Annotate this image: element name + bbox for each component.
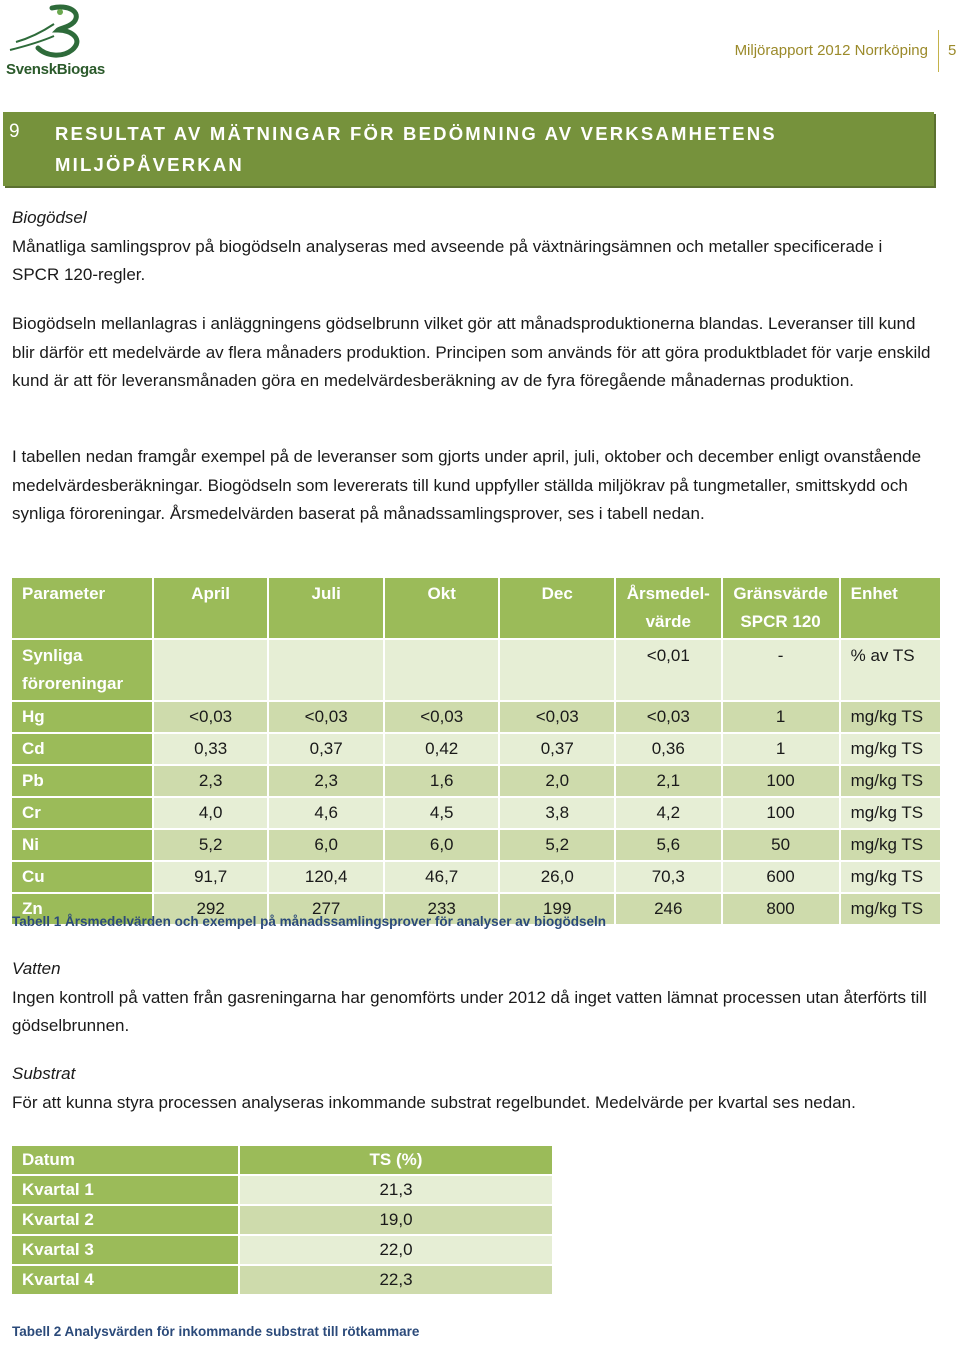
row-header-cell: Ni: [12, 830, 154, 862]
table-cell: 2,1: [616, 766, 723, 798]
table-row: [12, 1206, 554, 1236]
table-cell: 120,4: [269, 862, 385, 894]
row-header-cell: Kvartal 3: [12, 1236, 240, 1266]
table-cell: 100: [723, 766, 841, 798]
table-cell: -: [723, 640, 841, 702]
table-cell: 4,0: [154, 798, 270, 830]
table-cell: <0,03: [500, 702, 616, 734]
table-cell: 50: [723, 830, 841, 862]
table-cell: 246: [616, 894, 723, 926]
table-cell: [385, 640, 501, 702]
biogodsel-paragraph-1: Månatliga samlingsprov på biogödseln analyseras med avseende på växtnäringsämnen och metaller specificerade i SPCR 120-regler.: [12, 236, 883, 285]
column-header: Årsmedel- värde: [616, 578, 723, 640]
column-header: Parameter: [12, 578, 154, 640]
vatten-block: [12, 955, 932, 1041]
table-cell: <0,01: [616, 640, 723, 702]
table-row: [12, 734, 942, 766]
biogodsel-heading: Biogödsel: [12, 208, 87, 227]
table-row: [12, 1236, 554, 1266]
substrate-table: [12, 1146, 554, 1296]
section-number: 9: [9, 121, 20, 142]
table-cell: 22,3: [240, 1266, 554, 1296]
row-header-cell: Cr: [12, 798, 154, 830]
table-cell: 0,33: [154, 734, 270, 766]
row-header-cell: Kvartal 2: [12, 1206, 240, 1236]
table-cell: 199: [500, 894, 616, 926]
table-cell: [500, 640, 616, 702]
table-cell: 800: [723, 894, 841, 926]
table-row: [12, 1176, 554, 1206]
table1-caption: Tabell 1 Årsmedelvärden och exempel på månadssamlingsprover för analyser av biogödseln: [12, 914, 606, 929]
table-cell: 70,3: [616, 862, 723, 894]
vatten-heading: Vatten: [12, 959, 61, 978]
table-cell: 2,3: [154, 766, 270, 798]
table-cell: 0,42: [385, 734, 501, 766]
table-cell: 2,3: [269, 766, 385, 798]
table-cell: 0,37: [269, 734, 385, 766]
substrat-paragraph: För att kunna styra processen analyseras inkommande substrat regelbundet. Medelvärde per kvartal ses nedan.: [12, 1092, 856, 1112]
column-header: Okt: [385, 578, 501, 640]
column-header: Juli: [269, 578, 385, 640]
column-header: Dec: [500, 578, 616, 640]
table-cell: 91,7: [154, 862, 270, 894]
table-cell: 6,0: [269, 830, 385, 862]
table-cell: 6,0: [385, 830, 501, 862]
logo-swirl-icon: [2, 2, 102, 64]
substrat-block: [12, 1060, 932, 1117]
substrat-heading: Substrat: [12, 1064, 76, 1083]
table-cell: [154, 640, 270, 702]
table-cell: mg/kg TS: [841, 766, 942, 798]
table-cell: 1,6: [385, 766, 501, 798]
table-row: [12, 702, 942, 734]
table-cell: 5,2: [154, 830, 270, 862]
table-cell: 21,3: [240, 1176, 554, 1206]
biogodsel-block: [12, 204, 932, 290]
table-cell: 4,5: [385, 798, 501, 830]
row-header-cell: Pb: [12, 766, 154, 798]
row-header-cell: Zn: [12, 894, 154, 926]
table-cell: % av TS: [841, 640, 942, 702]
table-cell: <0,03: [616, 702, 723, 734]
table-cell: 600: [723, 862, 841, 894]
table-cell: 4,6: [269, 798, 385, 830]
row-header-cell: Synliga föroreningar: [12, 640, 154, 702]
table-cell: 0,37: [500, 734, 616, 766]
column-header: TS (%): [240, 1146, 554, 1176]
logo-text: SvenskBiogas: [6, 61, 105, 78]
table-cell: [269, 640, 385, 702]
table-cell: 0,36: [616, 734, 723, 766]
column-header: Enhet: [841, 578, 942, 640]
table-cell: 19,0: [240, 1206, 554, 1236]
table-cell: 22,0: [240, 1236, 554, 1266]
row-header-cell: Kvartal 1: [12, 1176, 240, 1206]
table-header-row: [12, 1146, 554, 1176]
table-row: [12, 798, 942, 830]
table-cell: mg/kg TS: [841, 798, 942, 830]
table-cell: <0,03: [154, 702, 270, 734]
table2-caption: Tabell 2 Analysvärden för inkommande substrat till rötkammare: [12, 1324, 420, 1339]
table-cell: 277: [269, 894, 385, 926]
section-title: RESULTAT AV MÄTNINGAR FÖR BEDÖMNING AV VERKSAMHETENS MILJÖPÅVERKAN: [55, 123, 777, 175]
table-cell: mg/kg TS: [841, 702, 942, 734]
row-header-cell: Cd: [12, 734, 154, 766]
metals-table: [12, 578, 942, 926]
company-logo: [2, 2, 105, 82]
biogodsel-paragraph-3: I tabellen nedan framgår exempel på de leveranser som gjorts under april, juli, oktober och december enligt ovanstående medelvärdesberäkningar. Biogödseln som levererats till kund uppfyller ställda miljökrav på tungmetaller, smittskydd och synliga föroreningar. Årsmedelvärden baserat på månadssamlingsprover, ses i tabell nedan.: [12, 447, 922, 524]
table-row: [12, 766, 942, 798]
table-cell: 46,7: [385, 862, 501, 894]
table-cell: mg/kg TS: [841, 862, 942, 894]
table-cell: 1: [723, 702, 841, 734]
table-cell: 5,2: [500, 830, 616, 862]
column-header: April: [154, 578, 270, 640]
table-cell: 100: [723, 798, 841, 830]
row-header-cell: Hg: [12, 702, 154, 734]
report-title: Miljörapport 2012 Norrköping: [734, 42, 928, 59]
table-cell: 233: [385, 894, 501, 926]
header-divider: [938, 30, 939, 72]
table-cell: mg/kg TS: [841, 894, 942, 926]
table-header-row: [12, 578, 942, 640]
table-cell: 3,8: [500, 798, 616, 830]
table-cell: <0,03: [385, 702, 501, 734]
row-header-cell: Kvartal 4: [12, 1266, 240, 1296]
table-cell: 1: [723, 734, 841, 766]
column-header: Gränsvärde SPCR 120: [723, 578, 841, 640]
table-cell: 4,2: [616, 798, 723, 830]
biogodsel-paragraph-2: Biogödseln mellanlagras i anläggningens gödselbrunn vilket gör att månadsproduktionerna blandas. Leveranser till kund blir därför ett medelvärde av flera månaders produktion. Principen som används för att göra produktbladet för varje enskild kund är att för leveransmånaden göra en medelvärdesberäkning av de fyra föregående månadernas produktion.: [12, 314, 931, 391]
column-header: Datum: [12, 1146, 240, 1176]
row-header-cell: Cu: [12, 862, 154, 894]
table-row: [12, 640, 942, 702]
table-row: [12, 1266, 554, 1296]
table-cell: 5,6: [616, 830, 723, 862]
table-row: [12, 862, 942, 894]
table-cell: mg/kg TS: [841, 734, 942, 766]
table-cell: <0,03: [269, 702, 385, 734]
vatten-paragraph: Ingen kontroll på vatten från gasreningarna har genomförts under 2012 då inget vatten lämnat processen utan återförts till gödselbrunnen.: [12, 987, 927, 1036]
table-cell: 2,0: [500, 766, 616, 798]
table-row: [12, 830, 942, 862]
page-number: 5: [948, 42, 957, 59]
table-cell: 26,0: [500, 862, 616, 894]
table-cell: 292: [154, 894, 270, 926]
table-cell: mg/kg TS: [841, 830, 942, 862]
